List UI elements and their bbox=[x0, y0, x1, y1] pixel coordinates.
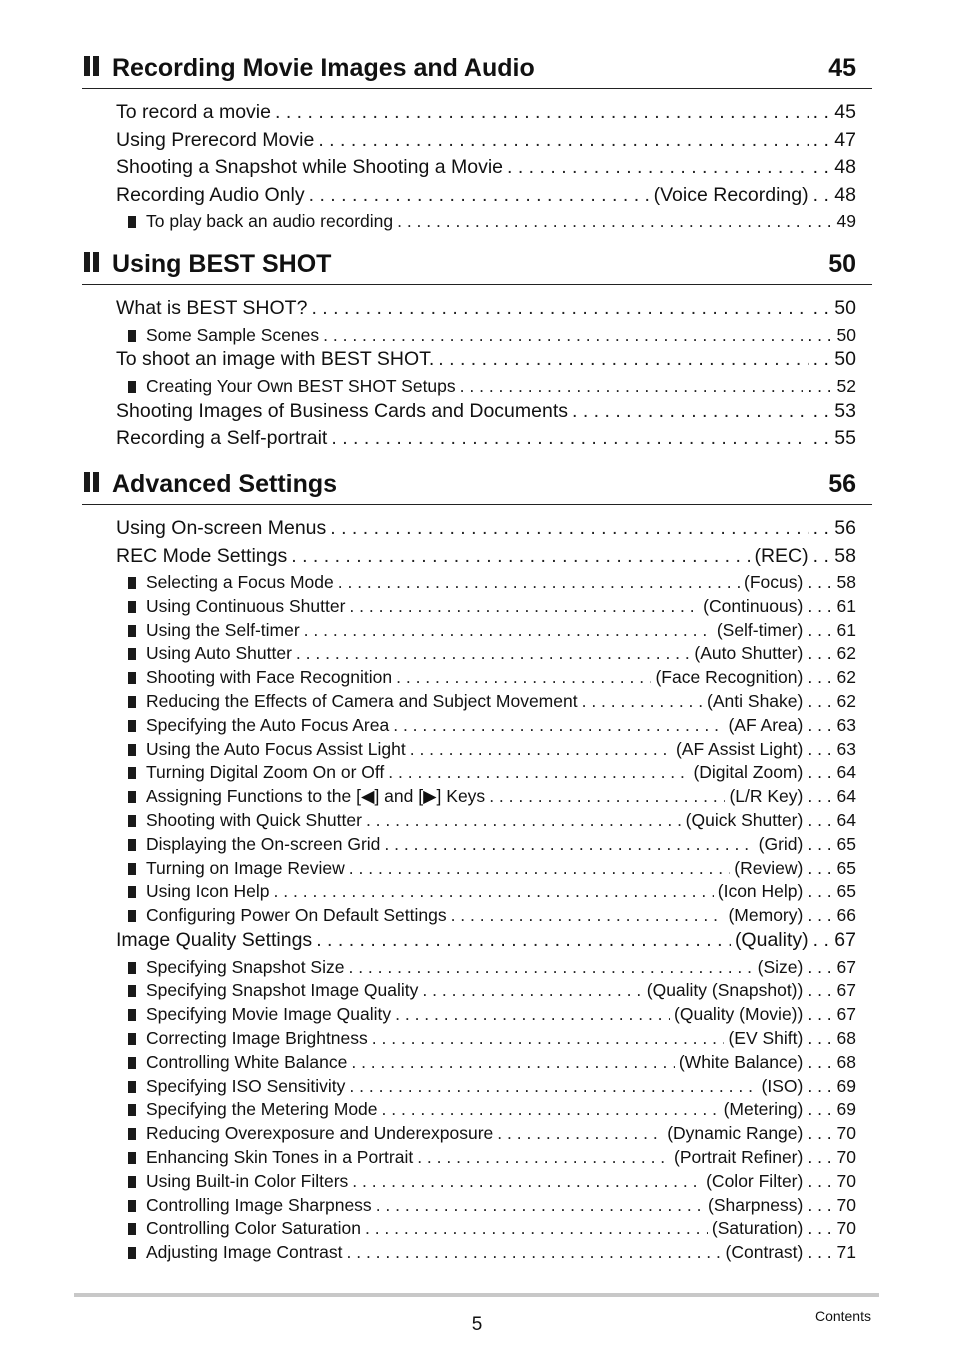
entry-title: To shoot an image with BEST SHOT. bbox=[116, 348, 435, 371]
entry-page: . . . 52 bbox=[803, 376, 856, 397]
entry-reference: (Quick Shutter) bbox=[685, 810, 804, 830]
toc-subentry[interactable] bbox=[128, 810, 856, 833]
entry-page: . . 67 bbox=[809, 929, 856, 952]
section-page: 56 bbox=[828, 470, 856, 498]
toc-entry[interactable] bbox=[116, 400, 856, 426]
toc-entry[interactable] bbox=[116, 184, 856, 210]
entry-reference: (Dynamic Range) bbox=[667, 1123, 804, 1144]
entry-page: . . . 66 bbox=[803, 905, 856, 926]
bullet-icon bbox=[128, 1009, 136, 1021]
entry-reference: (White Balance) bbox=[678, 1051, 804, 1072]
entry-title: Controlling White Balance bbox=[146, 1051, 348, 1072]
entry-page: . . . 49 bbox=[803, 211, 856, 232]
toc-subentry[interactable] bbox=[128, 1076, 856, 1099]
section-title: Advanced Settings bbox=[112, 470, 338, 498]
bullet-icon bbox=[128, 330, 136, 342]
section-page: 45 bbox=[828, 54, 856, 82]
entry-title: Adjusting Image Contrast bbox=[146, 1242, 343, 1263]
section-marker-icon bbox=[84, 472, 102, 492]
toc-subentry[interactable] bbox=[128, 1004, 856, 1027]
entry-title: Using the Auto Focus Assist Light bbox=[146, 738, 406, 759]
entry-page: . . . 61 bbox=[803, 596, 856, 617]
bullet-icon bbox=[128, 1128, 136, 1140]
entry-page: . . . 64 bbox=[803, 762, 856, 783]
toc-subentry[interactable] bbox=[128, 325, 856, 348]
bullet-icon bbox=[128, 720, 136, 732]
entry-page: . . . 64 bbox=[803, 786, 856, 807]
entry-reference: (Size) bbox=[757, 956, 804, 977]
entry-reference: (Anti Shake) bbox=[707, 691, 804, 711]
dot-leader bbox=[393, 715, 724, 736]
entry-page: . . . 63 bbox=[803, 739, 856, 760]
entry-title: What is BEST SHOT? bbox=[116, 297, 308, 319]
toc-section bbox=[82, 468, 872, 1263]
bullet-icon bbox=[128, 962, 136, 974]
entry-title: Shooting Images of Business Cards and Documents bbox=[116, 399, 568, 422]
entry-title: Shooting with Face Recognition bbox=[146, 667, 393, 688]
entry-title: Using the Self-timer bbox=[146, 619, 300, 640]
bullet-icon bbox=[128, 672, 136, 684]
bullet-icon bbox=[128, 886, 136, 898]
entry-reference: (Saturation) bbox=[711, 1218, 804, 1239]
dot-leader bbox=[489, 786, 725, 807]
toc-entry[interactable] bbox=[116, 129, 856, 155]
dot-leader bbox=[365, 1218, 708, 1239]
entry-page: . . . 65 bbox=[803, 834, 856, 855]
dot-leader bbox=[352, 1171, 702, 1192]
entry-title: Specifying the Auto Focus Area bbox=[146, 714, 390, 735]
entry-page: . . 50 bbox=[809, 297, 856, 320]
bullet-icon bbox=[128, 839, 136, 851]
dot-leader bbox=[395, 1004, 670, 1025]
bullet-icon bbox=[128, 577, 136, 589]
entry-page: . . . 70 bbox=[803, 1147, 856, 1168]
bullet-icon bbox=[128, 1104, 136, 1116]
entry-title: Turning Digital Zoom On or Off bbox=[146, 762, 385, 783]
section-heading[interactable] bbox=[82, 248, 872, 285]
entry-title: Some Sample Scenes bbox=[146, 324, 320, 345]
section-heading[interactable] bbox=[82, 468, 872, 505]
dot-leader bbox=[349, 858, 731, 879]
toc-entry[interactable] bbox=[116, 156, 856, 182]
entry-reference: (Contrast) bbox=[725, 1242, 804, 1263]
entry-title: Using Icon Help bbox=[146, 881, 270, 902]
toc-subentry[interactable] bbox=[128, 1028, 856, 1051]
entry-reference: (ISO) bbox=[761, 1075, 804, 1096]
entry-page: . . . 64 bbox=[803, 810, 856, 831]
entry-reference: (Continuous) bbox=[703, 595, 804, 616]
toc-entry[interactable] bbox=[116, 297, 856, 323]
entry-title: Controlling Image Sharpness bbox=[146, 1194, 372, 1215]
dot-leader bbox=[372, 1028, 725, 1049]
toc-subentry[interactable] bbox=[128, 715, 856, 738]
section-title: Recording Movie Images and Audio bbox=[112, 54, 535, 82]
toc-subentry[interactable] bbox=[128, 1242, 856, 1265]
entry-title: Specifying ISO Sensitivity bbox=[146, 1075, 346, 1096]
entry-page: . . 45 bbox=[809, 101, 856, 124]
entry-title: Shooting a Snapshot while Shooting a Movie bbox=[116, 156, 504, 178]
entry-reference: (Face Recognition) bbox=[655, 667, 804, 688]
entry-title: Turning on Image Review bbox=[146, 857, 345, 878]
toc-subentry[interactable] bbox=[128, 596, 856, 619]
toc-entry[interactable] bbox=[116, 929, 856, 955]
entry-title: Correcting Image Brightness bbox=[146, 1027, 368, 1048]
entry-title: Enhancing Skin Tones in a Portrait bbox=[146, 1146, 414, 1167]
dot-leader bbox=[384, 834, 754, 855]
dot-leader bbox=[316, 929, 731, 952]
entry-title: Creating Your Own BEST SHOT Setups bbox=[146, 375, 456, 396]
entry-title: Image Quality Settings bbox=[116, 929, 313, 951]
bullet-icon bbox=[128, 1176, 136, 1188]
page-number: 5 bbox=[471, 1314, 483, 1335]
dot-leader bbox=[460, 376, 804, 397]
entry-page: . . . 68 bbox=[803, 1052, 856, 1073]
bullet-icon bbox=[128, 1033, 136, 1045]
dot-leader bbox=[351, 1052, 674, 1073]
entry-title: REC Mode Settings bbox=[116, 544, 288, 567]
toc-section bbox=[82, 52, 872, 231]
toc-subentry[interactable] bbox=[128, 881, 856, 904]
dot-leader bbox=[311, 297, 808, 320]
entry-page: . . 53 bbox=[809, 400, 856, 423]
bullet-icon bbox=[128, 696, 136, 708]
toc-subentry[interactable] bbox=[128, 667, 856, 690]
entry-title: Specifying Movie Image Quality bbox=[146, 1004, 392, 1025]
entry-page: . . . 58 bbox=[803, 572, 856, 593]
section-title: Using BEST SHOT bbox=[112, 250, 332, 278]
bullet-icon bbox=[128, 791, 136, 803]
entry-title: Using Auto Shutter bbox=[146, 643, 292, 664]
toc-subentry[interactable] bbox=[128, 620, 856, 643]
toc-subentry[interactable] bbox=[128, 572, 856, 595]
bullet-icon bbox=[128, 381, 136, 393]
entry-reference: (Grid) bbox=[758, 833, 804, 854]
entry-page: . . 48 bbox=[809, 156, 856, 179]
section-marker-icon bbox=[84, 56, 102, 76]
dot-leader bbox=[572, 400, 809, 423]
entry-title: Specifying the Metering Mode bbox=[146, 1099, 378, 1120]
entry-title: Reducing Overexposure and Underexposure bbox=[146, 1123, 494, 1144]
footer-divider bbox=[74, 1293, 879, 1297]
dot-leader bbox=[417, 1147, 670, 1168]
toc-subentry[interactable] bbox=[128, 691, 856, 714]
dot-leader bbox=[422, 980, 642, 1001]
toc-entry[interactable] bbox=[116, 348, 856, 374]
entry-reference: (Focus) bbox=[744, 572, 804, 592]
entry-page: . . 47 bbox=[809, 129, 856, 152]
entry-page: . . . 69 bbox=[803, 1099, 856, 1120]
dot-leader bbox=[438, 348, 808, 371]
toc-subentry[interactable] bbox=[128, 1052, 856, 1075]
entry-title: Reducing the Effects of Camera and Subject Movement bbox=[146, 691, 578, 711]
dot-leader bbox=[397, 211, 803, 232]
bullet-icon bbox=[128, 1057, 136, 1069]
dot-leader bbox=[296, 643, 690, 664]
entry-title: Selecting a Focus Mode bbox=[146, 572, 334, 592]
dot-leader bbox=[582, 691, 703, 712]
entry-reference: (Color Filter) bbox=[706, 1170, 804, 1191]
bullet-icon bbox=[128, 985, 136, 997]
entry-title: Recording Audio Only bbox=[116, 183, 305, 206]
entry-page: . . . 67 bbox=[803, 957, 856, 978]
entry-reference: (Memory) bbox=[728, 905, 804, 926]
toc-entry[interactable] bbox=[116, 427, 856, 453]
entry-reference: (Icon Help) bbox=[717, 881, 804, 902]
dot-leader bbox=[497, 1123, 663, 1144]
dot-leader bbox=[318, 129, 808, 152]
dot-leader bbox=[338, 572, 740, 593]
entry-page: . . . 70 bbox=[803, 1195, 856, 1216]
entry-page: . . 55 bbox=[809, 427, 856, 450]
entry-reference: (EV Shift) bbox=[728, 1027, 804, 1048]
entry-title: Specifying Snapshot Image Quality bbox=[146, 980, 419, 1001]
entry-title: Specifying Snapshot Size bbox=[146, 956, 345, 977]
entry-title: Displaying the On-screen Grid bbox=[146, 833, 381, 854]
entry-reference: (Review) bbox=[734, 857, 804, 878]
dot-leader bbox=[451, 905, 725, 926]
toc-subentry[interactable] bbox=[128, 739, 856, 762]
section-heading[interactable] bbox=[82, 52, 872, 89]
toc-subentry[interactable] bbox=[128, 376, 856, 399]
entry-reference: (Metering) bbox=[723, 1099, 804, 1120]
entry-page: . . . 62 bbox=[803, 667, 856, 688]
dot-leader bbox=[304, 620, 713, 641]
bullet-icon bbox=[128, 744, 136, 756]
entry-page: . . . 62 bbox=[803, 643, 856, 664]
toc-subentry[interactable] bbox=[128, 1123, 856, 1146]
toc-entry[interactable] bbox=[116, 101, 856, 127]
section-page: 50 bbox=[828, 250, 856, 278]
entry-page: . . . 67 bbox=[803, 1004, 856, 1025]
entry-reference: (Quality) bbox=[734, 929, 809, 951]
entry-reference: (AF Area) bbox=[728, 714, 804, 735]
entry-title: Shooting with Quick Shutter bbox=[146, 810, 362, 830]
dot-leader bbox=[388, 762, 689, 783]
dot-leader bbox=[366, 810, 682, 831]
bullet-icon bbox=[128, 625, 136, 637]
dot-leader bbox=[330, 517, 808, 540]
entry-page: . . . 70 bbox=[803, 1171, 856, 1192]
bullet-icon bbox=[128, 1247, 136, 1259]
entry-title: Using Built-in Color Filters bbox=[146, 1170, 349, 1191]
dot-leader bbox=[331, 427, 808, 450]
toc-subentry[interactable] bbox=[128, 762, 856, 785]
entry-reference: (Auto Shutter) bbox=[694, 643, 804, 664]
bullet-icon bbox=[128, 601, 136, 613]
toc-subentry[interactable] bbox=[128, 834, 856, 857]
entry-reference: (Quality (Snapshot)) bbox=[646, 980, 804, 1001]
dot-leader bbox=[323, 325, 803, 346]
entry-page: . . . 62 bbox=[803, 691, 856, 712]
entry-page: . . . 65 bbox=[803, 858, 856, 879]
toc-subentry[interactable] bbox=[128, 1218, 856, 1241]
entry-title: To play back an audio recording bbox=[146, 211, 394, 231]
bullet-icon bbox=[128, 1081, 136, 1093]
entry-reference: (AF Assist Light) bbox=[675, 738, 804, 759]
bullet-icon bbox=[128, 1152, 136, 1164]
entry-title: To record a movie bbox=[116, 101, 271, 123]
entry-page: . . 56 bbox=[809, 517, 856, 540]
dot-leader bbox=[349, 1076, 757, 1097]
entry-page: . . . 61 bbox=[803, 620, 856, 641]
entry-title: Using Prerecord Movie bbox=[116, 128, 315, 151]
dot-leader bbox=[382, 1099, 720, 1120]
entry-title: Controlling Color Saturation bbox=[146, 1218, 361, 1239]
toc-entry[interactable] bbox=[116, 545, 856, 571]
entry-title: Assigning Functions to the [◀] and [▶] Keys bbox=[146, 786, 486, 807]
toc-subentry[interactable] bbox=[128, 957, 856, 980]
entry-page: . . . 65 bbox=[803, 881, 856, 902]
entry-page: . . 58 bbox=[809, 545, 856, 568]
entry-page: . . . 67 bbox=[803, 980, 856, 1001]
entry-title: Using On-screen Menus bbox=[116, 517, 327, 539]
entry-reference: (Voice Recording) bbox=[653, 183, 809, 206]
entry-page: . . . 71 bbox=[803, 1242, 856, 1263]
entry-reference: (Quality (Movie)) bbox=[674, 1004, 804, 1025]
dot-leader bbox=[309, 184, 650, 207]
entry-title: Configuring Power On Default Settings bbox=[146, 905, 447, 926]
toc-section bbox=[82, 248, 872, 450]
dot-leader bbox=[376, 1195, 704, 1216]
entry-title: Using Continuous Shutter bbox=[146, 595, 346, 616]
bullet-icon bbox=[128, 648, 136, 660]
bullet-icon bbox=[128, 910, 136, 922]
entry-page: . . . 63 bbox=[803, 715, 856, 736]
entry-page: . . . 50 bbox=[803, 325, 856, 346]
bullet-icon bbox=[128, 767, 136, 779]
bullet-icon bbox=[128, 216, 136, 228]
dot-leader bbox=[396, 667, 651, 688]
entry-page: . . . 70 bbox=[803, 1123, 856, 1144]
dot-leader bbox=[291, 545, 750, 568]
entry-page: . . . 70 bbox=[803, 1218, 856, 1239]
toc-entry[interactable] bbox=[116, 517, 856, 543]
dot-leader bbox=[507, 156, 809, 179]
entry-page: . . . 69 bbox=[803, 1076, 856, 1097]
entry-page: . . . 68 bbox=[803, 1028, 856, 1049]
toc-subentry[interactable] bbox=[128, 643, 856, 666]
toc-subentry[interactable] bbox=[128, 1099, 856, 1122]
dot-leader bbox=[274, 881, 714, 902]
footer-label: Contents bbox=[814, 1308, 871, 1324]
toc-subentry[interactable] bbox=[128, 1171, 856, 1194]
toc-subentry[interactable] bbox=[128, 980, 856, 1003]
toc-subentry[interactable] bbox=[128, 905, 856, 928]
dot-leader bbox=[275, 101, 809, 124]
section-marker-icon bbox=[84, 252, 102, 272]
dot-leader bbox=[349, 596, 699, 617]
entry-page: . . 48 bbox=[809, 184, 856, 207]
entry-reference: (Digital Zoom) bbox=[693, 762, 804, 783]
bullet-icon bbox=[128, 815, 136, 827]
bullet-icon bbox=[128, 1223, 136, 1235]
entry-reference: (L/R Key) bbox=[729, 786, 804, 807]
dot-leader bbox=[348, 957, 753, 978]
entry-reference: (Sharpness) bbox=[708, 1194, 804, 1215]
toc-subentry[interactable] bbox=[128, 786, 856, 809]
entry-page: . . 50 bbox=[809, 348, 856, 371]
toc-subentry[interactable] bbox=[128, 211, 856, 234]
entry-reference: (Portrait Refiner) bbox=[674, 1146, 804, 1167]
entry-title: Recording a Self-portrait bbox=[116, 427, 328, 450]
dot-leader bbox=[347, 1242, 722, 1263]
dot-leader bbox=[410, 739, 672, 760]
bullet-icon bbox=[128, 863, 136, 875]
entry-reference: (Self-timer) bbox=[716, 619, 804, 640]
bullet-icon bbox=[128, 1200, 136, 1212]
entry-reference: (REC) bbox=[754, 544, 809, 567]
toc-subentry[interactable] bbox=[128, 1195, 856, 1218]
toc-subentry[interactable] bbox=[128, 1147, 856, 1170]
toc-subentry[interactable] bbox=[128, 858, 856, 881]
